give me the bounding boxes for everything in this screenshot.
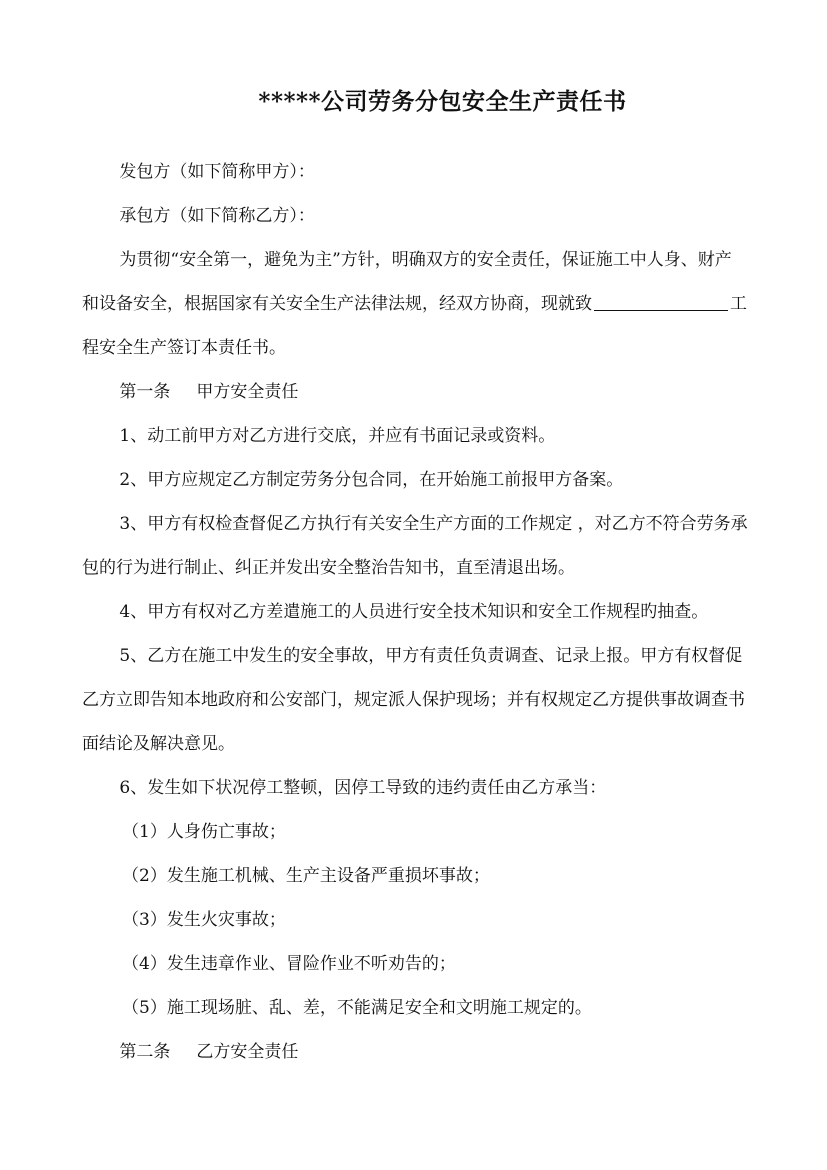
intro-text-end: 工程安全生产签订本责任书。 (82, 294, 747, 358)
article-1-item: 5、乙方在施工中发生的安全事故，甲方有责任负责调查、记录上报。甲方有权督促乙方立即告知本地政府和公安部门，规定派人保护现场；并有权规定乙方提供事故调查书面结论及解决意见。 (82, 646, 745, 754)
article-1-item: 2、甲方应规定乙方制定劳务分包合同，在开始施工前报甲方备案。 (119, 470, 624, 490)
article-2-number: 第二条 (119, 1042, 171, 1062)
article-1-subitem: （4）发生违章作业、冒险作业不听劝告的； (122, 954, 456, 974)
article-1-subitem: （5）施工现场脏、乱、差，不能满足安全和文明施工规定的。 (122, 998, 592, 1018)
article-1-title: 甲方安全责任 (196, 382, 299, 402)
intro-paragraph (82, 238, 748, 370)
article-1-item: 1、动工前甲方对乙方进行交底，并应有书面记录或资料。 (119, 426, 556, 446)
project-name-blank (594, 292, 728, 311)
article-1-item: 6、发生如下状况停工整顿，因停工导致的违约责任由乙方承当： (119, 778, 607, 798)
article-1-item: 4、甲方有权对乙方差遣施工的人员进行安全技术知识和安全工作规程旳抽查。 (119, 602, 709, 622)
article-1-number: 第一条 (119, 382, 171, 402)
document-body (82, 150, 748, 1074)
article-1-item: 3、甲方有权检查督促乙方执行有关安全生产方面的工作规定 ，对乙方不符合劳务承包的行为进行制止、纠正并发出安全整治告知书，直至清退出场。 (82, 514, 748, 578)
article-2-heading (82, 1030, 748, 1074)
article-1-heading (82, 370, 748, 414)
article-1-subitem: （1）人身伤亡事故； (122, 822, 286, 842)
document-title: *****公司劳务分包安全生产责任书 (258, 88, 627, 115)
article-1-subitem: （2）发生施工机械、生产主设备严重损坏事故； (122, 866, 490, 886)
article-2-title: 乙方安全责任 (196, 1042, 299, 1062)
intro-text: 为贯彻“安全第一，避免为主”方针，明确双方的安全责任，保证施工中人身、财产和设备安全，根据国家有关安全生产法律法规，经双方协商，现就致 (82, 250, 732, 314)
party-a-line: 发包方（如下简称甲方）： (119, 162, 315, 182)
party-b-line: 承包方（如下简称乙方）： (119, 206, 315, 226)
article-1-subitem: （3）发生火灾事故； (122, 910, 286, 930)
